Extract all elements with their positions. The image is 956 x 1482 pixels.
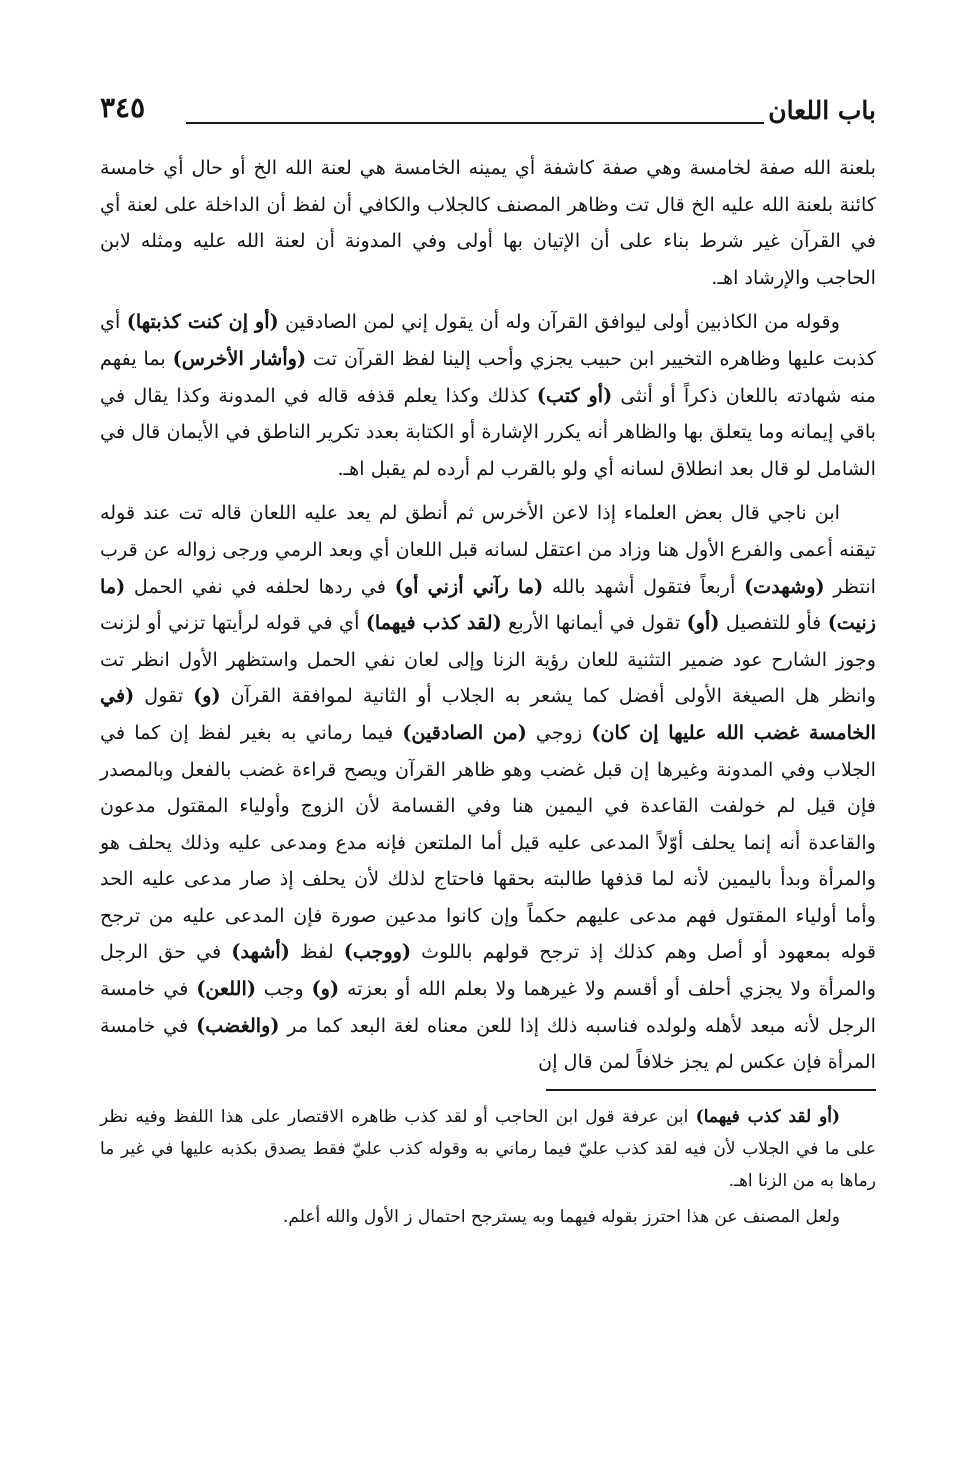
text-run: في خامسة المرأة فإن عكس لم يجز خلافاً لمن قال إن — [100, 1013, 876, 1074]
text-run: زوجي — [526, 720, 592, 744]
matn-quote: (أو كتب) — [536, 383, 613, 407]
matn-quote: (أو) — [686, 611, 720, 635]
matn-quote: (أو لقد كذب فيهما) — [695, 1106, 840, 1127]
running-title: باب اللعان — [768, 96, 876, 125]
footnotes — [100, 1101, 876, 1233]
matn-quote: (من الصادقين) — [402, 720, 527, 744]
book-page — [100, 88, 876, 1428]
text-run: تقول في أيمانها الأربع — [501, 611, 687, 635]
matn-quote: (ووجب) — [343, 940, 412, 964]
text-run: فيما رماني به بغير لفظ إن كما في الجلاب وفي المدونة وغيرها إن قبل غضب وهو ظاهر القرآن ويصح قراءة غضب بالفعل وبالمصدر فإن قيل لم خولفت القاعدة في اليمين هنا وفي القسامة لأن الزوج وأولياء المقتول مدعون والقاعدة أنه إنما يحلف أوّلاً المدعى عليه قيل أما الملتعن فإنه مدع ومدعى عليه وذلك يحلف هو والمرأة وبدأ باليمين لأنه لما قذفها طالبته بحقها فاحتاج لذلك لأن يحلف إذ صار مدعى عليه الحد وأما أولياء المقتول فهم مدعى عليهم حكماً وإن كانوا مدعين صورة فإن المدعى عليه من ترجح قوله بمعهود أو أصل وهم كذلك إذ ترجح قولهم باللوث — [100, 720, 876, 964]
matn-quote: (أشهد) — [231, 940, 290, 964]
footnote-rule — [546, 1089, 876, 1091]
matn-quote: (وأشار الأخرس) — [172, 346, 307, 370]
paragraph-2 — [100, 304, 876, 487]
text-run: بلعنة الله صفة لخامسة وهي صفة كاشفة أي يمينه الخامسة هي لعنة الله الخ أو حال أي خامسة كائنة بلعنة الله عليه الخ قال تت وظاهر المصنف كالجلاب والكافي أن لفظ أن الداخلة على لعنة أي في القرآن غير شرط بناء على أن الإتيان بها أولى وفي المدونة أن لعنة الله عليه ومثله لابن الحاجب والإرشاد اهـ. — [100, 156, 876, 289]
text-run: بما يفهم منه شهادته باللعان ذكراً أو أنثى — [100, 346, 876, 407]
text-run: أي كذبت عليها وظاهره التخيير ابن حبيب يجزي وأحب إلينا لفظ القرآن تت — [100, 310, 876, 370]
text-run: وقوله من الكاذبين أولى ليوافق القرآن وله أن يقول إني لمن الصادقين — [278, 310, 841, 334]
footnote-1 — [100, 1101, 876, 1197]
text-run: ابن ناجي قال بعض العلماء إذا لاعن الأخرس ثم أنطق لم يعد عليه اللعان قاله تت عند قوله تيقنه أعمى والفرع الأول هنا وزاد من اعتقل لسانه قبل اللعان أي وبعد الرمي ورجى زواله عن قرب انتظر — [100, 501, 876, 598]
paragraph-1 — [100, 150, 876, 296]
text-run: تقول — [134, 684, 194, 708]
matn-quote: (في الخامسة غضب الله عليها إن كان) — [100, 684, 876, 744]
text-run: لفظ — [289, 940, 344, 964]
matn-quote: (والغضب) — [196, 1013, 280, 1037]
matn-quote: (و) — [193, 684, 221, 708]
page-number: ٣٤٥ — [100, 91, 146, 124]
text-run: أي في قوله لرأيتها تزني أو لزنت وجوز الشارح عود ضمير التثنية للعان رؤية الزنا وإلى لعان نفي الحمل واستظهر الأول انظر تت وانظر هل الصيغة الأولى أفضل كما يشعر به الجلاب أو الثانية لموافقة القرآن — [100, 611, 876, 708]
matn-quote: (ما رآني أزني أو) — [394, 574, 544, 598]
matn-quote: (ما زنيت) — [100, 574, 877, 635]
matn-quote: (اللعن) — [196, 977, 256, 1001]
paragraph-3 — [100, 495, 876, 1081]
text-run: وجب — [255, 977, 312, 1001]
text-run: في ردها لحلفه في نفي الحمل — [125, 574, 395, 598]
matn-quote: (أو إن كنت كذبتها) — [126, 310, 279, 334]
text-run: ولعل المصنف عن هذا احترز بقوله فيهما وبه يسترجح احتمال ز الأول والله أعلم. — [283, 1206, 840, 1227]
matn-quote: (و) — [311, 977, 340, 1001]
matn-quote: (لقد كذب فيهما) — [365, 611, 502, 635]
text-run: في حق الرجل والمرأة ولا يجزي أحلف أو أقسم ولا غيرهما ولا بعلم الله أو بعزته — [100, 940, 876, 1001]
text-run: أربعاً فتقول أشهد بالله — [543, 574, 745, 598]
text-run: ابن عرفة قول ابن الحاجب أو لقد كذب ظاهره الاقتصار على هذا اللفظ وفيه نظر على ما في الجلاب لأن فيه لقد كذب عليّ فيما رماني به وقوله كذب عليّ فقط يصدق بكذبه عليها في غير ما رماها به من الزنا اهـ. — [100, 1106, 876, 1191]
footnote-2 — [100, 1201, 876, 1233]
matn-quote: (وشهدت) — [744, 574, 825, 598]
text-run: كذلك وكذا يعلم قذفه قاله في المدونة وكذا يقال في باقي إيمانه وما يتعلق بها والظاهر أنه يكرر الإشارة أو الكتابة بعدد تكرير الناطق في الأيمان قال في الشامل لو قال بعد انطلاق لسانه أي ولو بالقرب لم أرده لم يقبل اهـ. — [100, 383, 876, 480]
page-header — [100, 88, 876, 132]
main-text — [100, 150, 876, 1081]
text-run: فأو للتفصيل — [719, 611, 828, 635]
text-run: في خامسة الرجل لأنه مبعد لأهله ولولده فناسبه ذلك إذا للعن معناه لغة البعد كما مر — [100, 977, 876, 1037]
header-rule — [186, 122, 764, 124]
